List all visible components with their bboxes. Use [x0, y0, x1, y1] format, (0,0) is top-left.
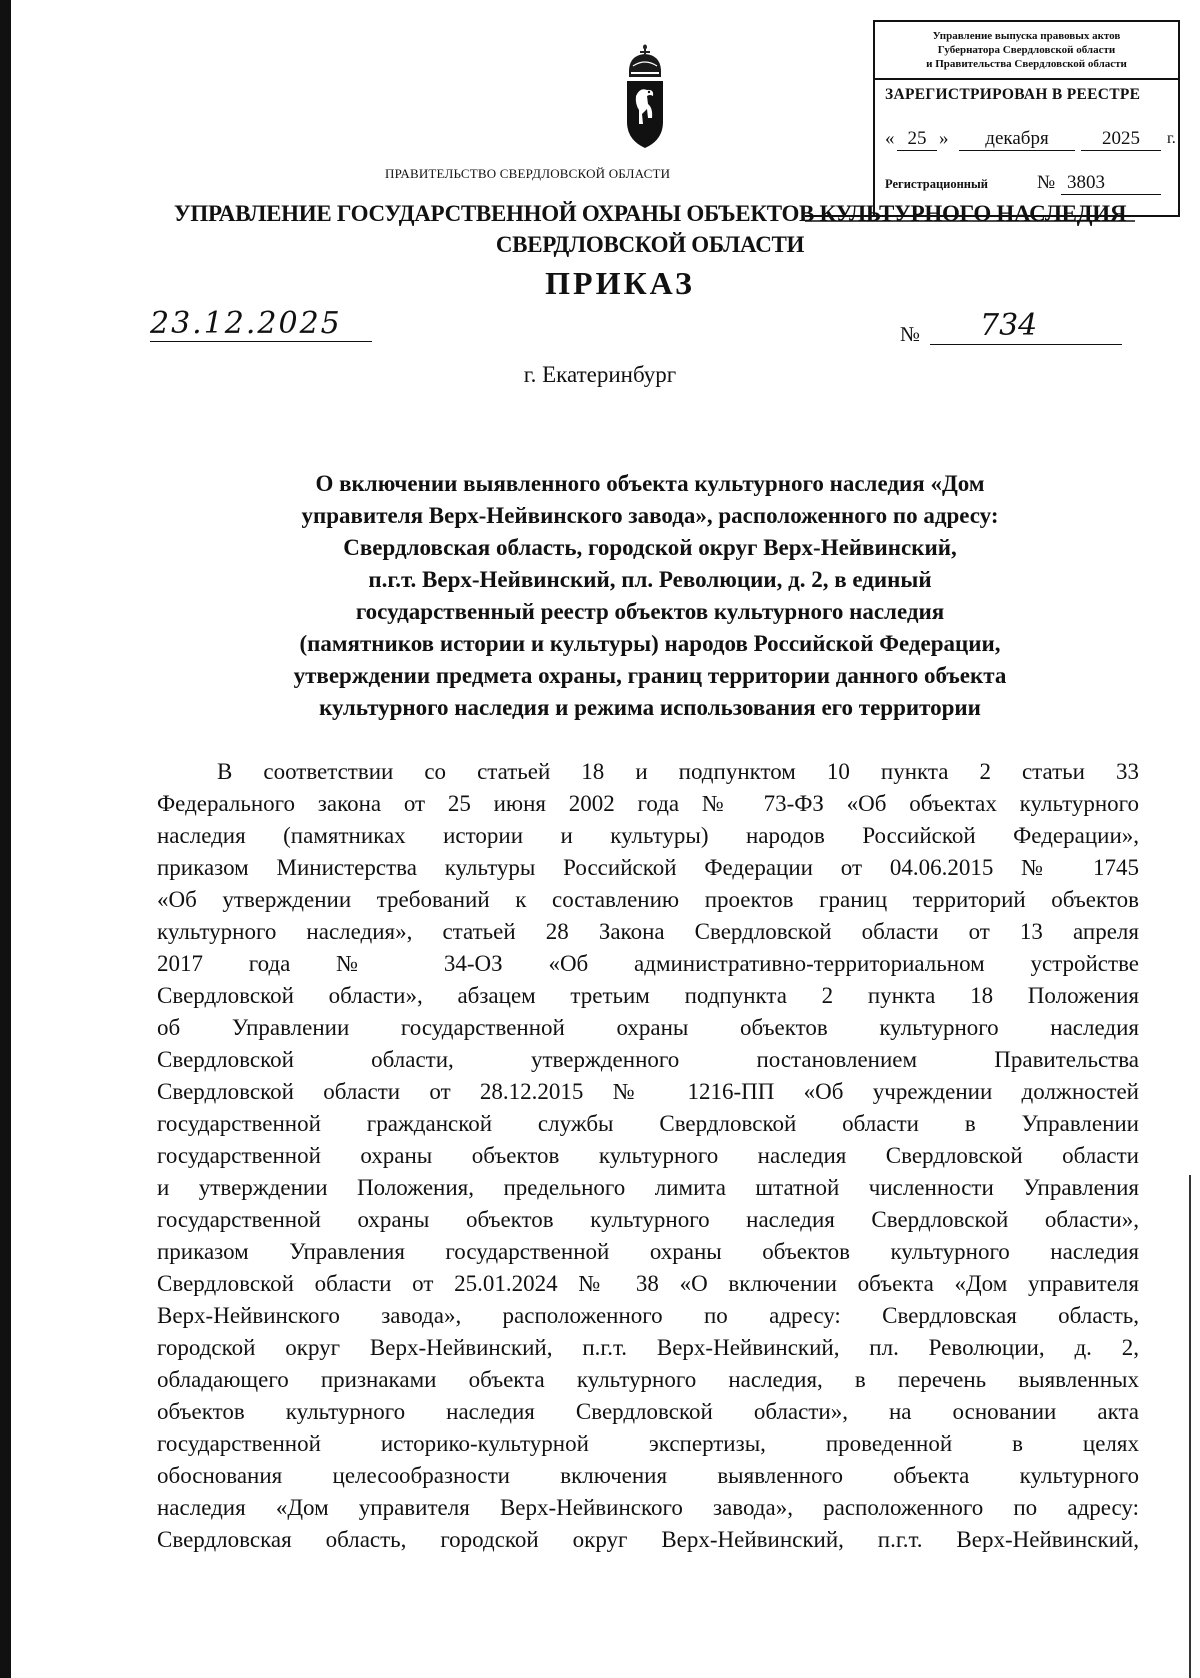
- subject-line: управителя Верх-Нейвинского завода», расположенного по адресу:: [301, 503, 999, 528]
- department-name: [150, 198, 1150, 260]
- body-line: городской округ Верх-Нейвинский, п.г.т. Верх-Нейвинский, пл. Революции, д. 2,: [157, 1335, 1139, 1360]
- body-line: Свердловская область, городской округ Верх-Нейвинский, п.г.т. Верх-Нейвинский,: [157, 1527, 1139, 1552]
- registration-stamp: [873, 20, 1180, 217]
- body-line: объектов культурного наследия Свердловской области», на основании акта: [157, 1399, 1139, 1424]
- coat-of-arms-icon: [621, 44, 669, 152]
- document-type-title: ПРИКАЗ: [545, 265, 695, 301]
- body-line: и утверждении Положения, предельного лимита штатной численности Управления: [157, 1175, 1139, 1200]
- body-line: «Об утверждении требований к составлению проектов границ территорий объектов: [157, 887, 1139, 912]
- stamp-reg-sign: №: [1037, 172, 1056, 193]
- handwritten-order-number: 734: [980, 308, 1038, 343]
- subject-line: Свердловская область, городской округ Верх-Нейвинский,: [343, 535, 957, 560]
- stamp-reg-label: Регистрационный: [885, 177, 988, 191]
- date-underline: [150, 341, 372, 342]
- body-line: Свердловской области, утвержденного постановлением Правительства: [157, 1047, 1139, 1072]
- stamp-office-line: Управление выпуска правовых актов: [932, 30, 1121, 42]
- body-line: приказом Управления государственной охраны объектов культурного наследия: [157, 1239, 1139, 1264]
- body-line: Верх-Нейвинского завода», расположенного по адресу: Свердловская область,: [157, 1303, 1139, 1328]
- stamp-year: 2025: [1081, 128, 1161, 151]
- order-subject: [150, 468, 1150, 724]
- body-line: Федерального закона от 25 июня 2002 года № 73-ФЗ «Об объектах культурного: [157, 791, 1139, 816]
- government-name: ПРАВИТЕЛЬСТВО СВЕРДЛОВСКОЙ ОБЛАСТИ: [385, 166, 671, 181]
- stamp-day-close: »: [939, 128, 949, 149]
- department-name-line: СВЕРДЛОВСКОЙ ОБЛАСТИ: [495, 232, 805, 257]
- body-line: Свердловской области от 25.01.2024 № 38 «О включении объекта «Дом управителя: [157, 1271, 1139, 1296]
- body-line: наследия (памятниках истории и культуры) народов Российской Федерации»,: [157, 823, 1139, 848]
- body-line: культурного наследия», статьей 28 Закона Свердловской области от 13 апреля: [157, 919, 1139, 944]
- stamp-year-suffix: г.: [1167, 130, 1176, 147]
- department-name-line: УПРАВЛЕНИЕ ГОСУДАРСТВЕННОЙ ОХРАНЫ ОБЪЕКТОВ КУЛЬТУРНОГО НАСЛЕДИЯ: [173, 201, 1127, 226]
- city-name: г. Екатеринбург: [523, 362, 677, 387]
- body-line: Свердловской области», абзацем третьим подпункта 2 пункта 18 Положения: [157, 983, 1139, 1008]
- order-number-sign: №: [900, 322, 921, 346]
- stamp-month: декабря: [959, 128, 1075, 151]
- handwritten-date: 23.12.2025: [150, 306, 342, 341]
- stamp-registered-label: ЗАРЕГИСТРИРОВАН В РЕЕСТРЕ: [885, 86, 1141, 103]
- subject-line: О включении выявленного объекта культурного наследия «Дом: [315, 471, 985, 496]
- stamp-day: 25: [897, 128, 937, 151]
- body-line: государственной историко-культурной экспертизы, проведенной в целях: [157, 1431, 1139, 1456]
- stamp-registration-row: [885, 172, 1174, 196]
- body-line: обоснования целесообразности включения выявленного объекта культурного: [157, 1463, 1139, 1488]
- subject-line: (памятников истории и культуры) народов Российской Федерации,: [299, 631, 1001, 656]
- body-line: наследия «Дом управителя Верх-Нейвинского завода», расположенного по адресу:: [157, 1495, 1139, 1520]
- body-line: приказом Министерства культуры Российской Федерации от 04.06.2015 № 1745: [157, 855, 1139, 880]
- stamp-reg-number: 3803: [1061, 172, 1161, 195]
- number-underline: [930, 344, 1122, 345]
- body-line: государственной охраны объектов культурного наследия Свердловской области: [157, 1143, 1139, 1168]
- order-body: [157, 756, 1139, 1556]
- subject-line: п.г.т. Верх-Нейвинский, пл. Революции, д. 2, в единый: [368, 567, 932, 592]
- body-line: об Управлении государственной охраны объектов культурного наследия: [157, 1015, 1139, 1040]
- body-line: 2017 года № 34-ОЗ «Об административно-территориальном устройстве: [157, 951, 1139, 976]
- scan-edge-right: [1189, 1175, 1191, 1678]
- body-line: обладающего признаками объекта культурного наследия, в перечень выявленных: [157, 1367, 1139, 1392]
- subject-line: культурного наследия и режима использования его территории: [319, 695, 981, 720]
- body-line: государственной гражданской службы Свердловской области в Управлении: [157, 1111, 1139, 1136]
- stamp-date-row: [885, 128, 1174, 152]
- subject-line: государственный реестр объектов культурного наследия: [355, 599, 945, 624]
- body-line: государственной охраны объектов культурного наследия Свердловской области»,: [157, 1207, 1139, 1232]
- stamp-day-open: «: [885, 128, 895, 149]
- stamp-office-line: Губернатора Свердловской области: [937, 44, 1116, 56]
- stamp-office-header: [875, 22, 1178, 80]
- stamp-office-line: и Правительства Свердловской области: [926, 58, 1127, 70]
- body-line: В соответствии со статьей 18 и подпунктом 10 пункта 2 статьи 33: [217, 759, 1139, 784]
- scan-edge-left: [0, 0, 11, 1678]
- subject-line: утверждении предмета охраны, границ территории данного объекта: [293, 663, 1007, 688]
- body-line: Свердловской области от 28.12.2015 № 1216-ПП «Об учреждении должностей: [157, 1079, 1139, 1104]
